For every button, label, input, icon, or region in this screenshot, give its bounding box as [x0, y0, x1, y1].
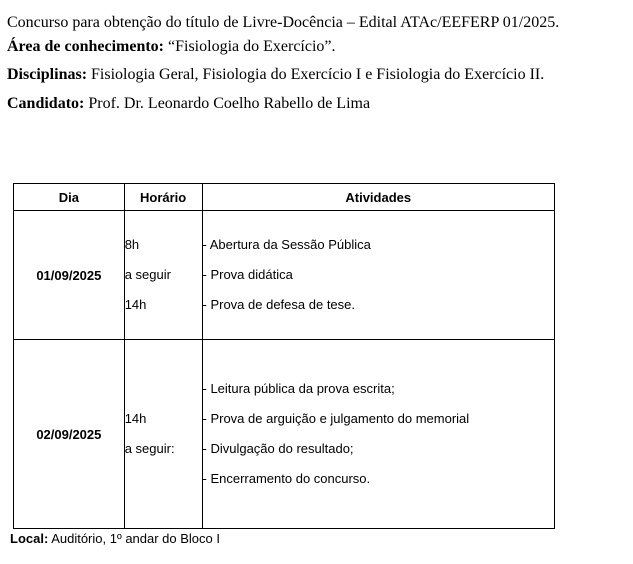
candidato-label: Candidato: [7, 95, 85, 112]
candidato [7, 94, 370, 114]
atividade-item: - Abertura da Sessão Pública [202, 237, 371, 252]
header-atividades: Atividades [202, 184, 554, 211]
horario-line: 8h [124, 237, 140, 252]
atividade-item: - Leitura pública da prova escrita; [202, 381, 395, 396]
table-row [14, 340, 555, 529]
header-dia: Dia [14, 184, 125, 211]
atividade-item: - Prova de arguição e julgamento do memorial [202, 411, 470, 426]
table-header-row [14, 184, 555, 211]
atividade-item: - Prova de defesa de tese. [202, 297, 355, 312]
area-label: Área de conhecimento: [7, 38, 164, 55]
atividade-item: - Divulgação do resultado; [202, 441, 354, 456]
edital-title: Concurso para obtenção do título de Livre-Docência – Edital ATAc/EEFERP 01/2025. [7, 14, 560, 31]
row-horario [124, 340, 202, 529]
row-dia: 01/09/2025 [14, 211, 125, 340]
row-dia: 02/09/2025 [14, 340, 125, 529]
local-label: Local: [10, 531, 49, 546]
horario-line: 14h [124, 411, 147, 426]
horario-line: a seguir: [124, 441, 175, 456]
atividade-item: - Encerramento do concurso. [202, 471, 371, 486]
row-atividades [202, 211, 554, 340]
table-row [14, 211, 555, 340]
area-conhecimento [7, 37, 336, 57]
candidato-value: Prof. Dr. Leonardo Coelho Rabello de Lima [84, 95, 371, 112]
disciplinas-value: Fisiologia Geral, Fisiologia do Exercício I e Fisiologia do Exercício II. [87, 66, 545, 83]
disciplinas [7, 65, 544, 85]
area-value: “Fisiologia do Exercício”. [164, 38, 336, 55]
schedule-table [13, 183, 555, 529]
horario-line: a seguir [124, 267, 171, 282]
local-footer [10, 530, 220, 548]
disciplinas-label: Disciplinas: [7, 66, 88, 83]
atividade-item: - Prova didática [202, 267, 293, 282]
header-horario: Horário [124, 184, 202, 211]
row-atividades [202, 340, 554, 529]
local-value: Auditório, 1º andar do Bloco I [48, 531, 220, 546]
horario-line: 14h [124, 297, 147, 312]
row-horario [124, 211, 202, 340]
